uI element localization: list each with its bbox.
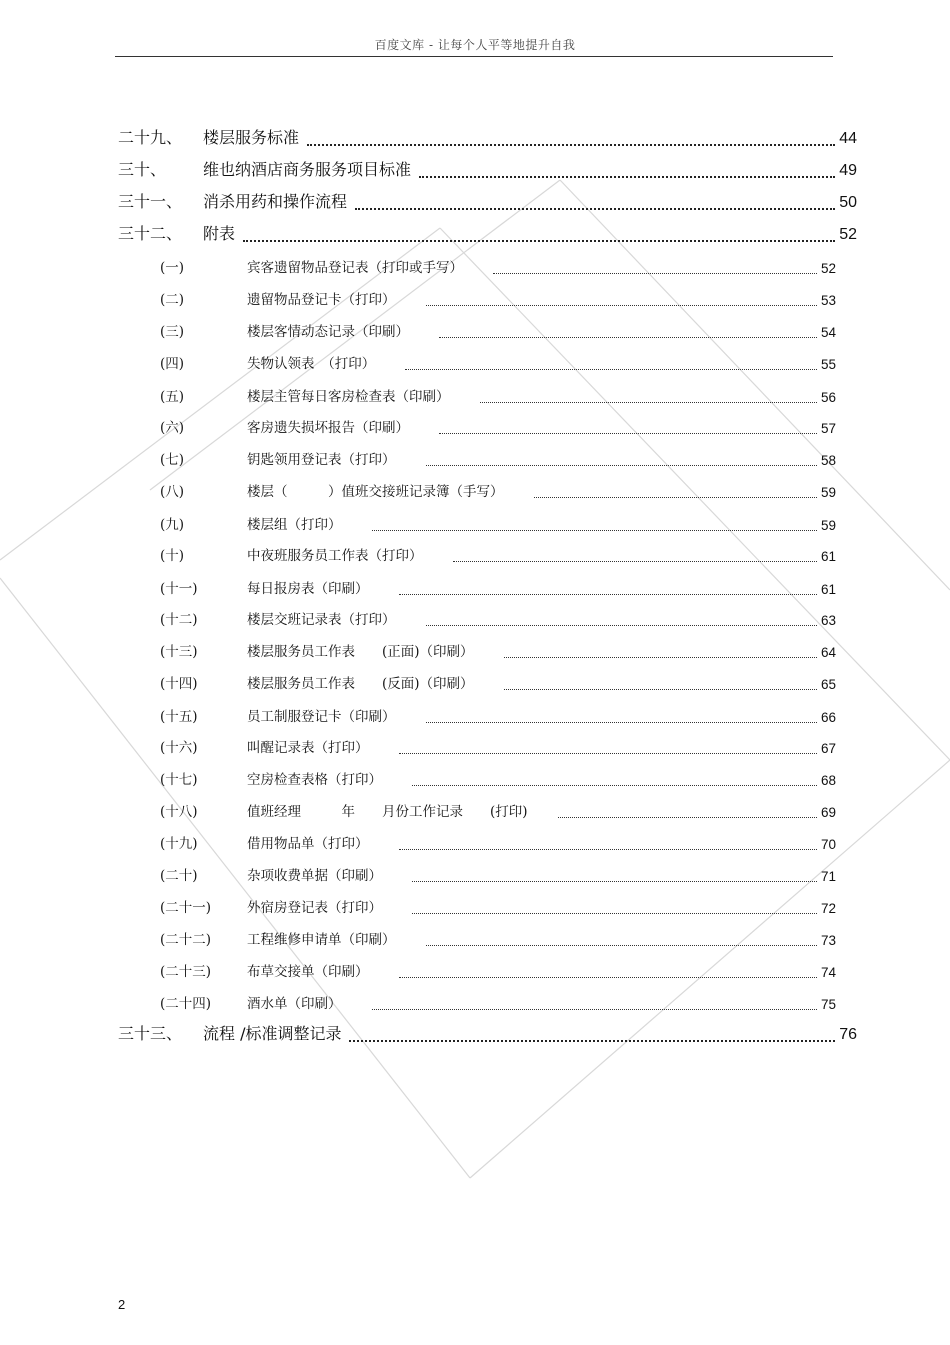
toc-dot-leader xyxy=(243,240,835,242)
toc-entry-title: 工程维修申请单（印刷） xyxy=(247,932,396,948)
toc-dot-leader xyxy=(480,402,817,403)
toc-entry-page: 54 xyxy=(820,325,836,340)
toc-dot-leader xyxy=(399,753,817,754)
toc-subentry[interactable] xyxy=(0,446,950,470)
toc-entry-title: 失物认领表 （打印） xyxy=(247,356,376,372)
toc-dot-leader xyxy=(399,594,817,595)
toc-entry-number: (十) xyxy=(160,548,185,564)
toc-subentry[interactable] xyxy=(0,286,950,310)
page-header: 百度文库 - 让每个人平等地提升自我 xyxy=(374,38,576,52)
toc-entry-page: 52 xyxy=(839,226,857,243)
toc-dot-leader xyxy=(405,369,817,370)
toc-dot-leader xyxy=(355,208,835,210)
toc-entry-page: 49 xyxy=(839,162,857,179)
toc-dot-leader xyxy=(412,913,817,914)
toc-entry-title: 维也纳酒店商务服务项目标准 xyxy=(203,160,412,179)
toc-entry-title: 楼层服务员工作表 (反面)（印刷） xyxy=(247,676,474,692)
toc-entry-title: 消杀用药和操作流程 xyxy=(203,192,348,211)
toc-entry-number: (八) xyxy=(160,484,185,500)
toc-subentry[interactable] xyxy=(0,766,950,790)
toc-dot-leader xyxy=(439,337,817,338)
toc-entry-number: (三) xyxy=(160,324,185,340)
toc-entry-title: 附表 xyxy=(203,224,236,243)
toc-entry-number: (二十二) xyxy=(160,932,212,948)
toc-entry-page: 57 xyxy=(820,421,836,436)
toc-entry-title: 楼层（ ）值班交接班记录簿（手写） xyxy=(247,484,504,500)
toc-entry-title: 楼层服务员工作表 (正面)（印刷） xyxy=(247,644,474,660)
toc-entry-page: 67 xyxy=(820,741,836,756)
toc-subentry[interactable] xyxy=(0,703,950,727)
toc-entry-number: (六) xyxy=(160,420,185,436)
toc-subentry[interactable] xyxy=(0,575,950,599)
toc-entry-page: 44 xyxy=(839,130,857,147)
toc-subentry[interactable] xyxy=(0,734,950,758)
toc-dot-leader xyxy=(399,849,817,850)
toc-entry[interactable] xyxy=(0,190,950,214)
toc-entry-title: 钥匙领用登记表（打印） xyxy=(247,452,396,468)
toc-entry[interactable] xyxy=(0,1022,950,1046)
toc-subentry[interactable] xyxy=(0,958,950,982)
toc-entry-number: (一) xyxy=(160,260,185,276)
toc-entry-title: 借用物品单（打印） xyxy=(247,836,369,852)
toc-entry-title: 外宿房登记表（打印） xyxy=(247,900,382,916)
toc-entry-number: (十六) xyxy=(160,740,198,756)
toc-entry-title: 每日报房表（印刷） xyxy=(247,581,369,597)
toc-dot-leader xyxy=(349,1040,835,1042)
toc-subentry[interactable] xyxy=(0,383,950,407)
toc-entry-page: 56 xyxy=(820,390,836,405)
toc-entry-page: 75 xyxy=(820,997,836,1012)
toc-dot-leader xyxy=(453,561,817,562)
toc-subentry[interactable] xyxy=(0,670,950,694)
toc-dot-leader xyxy=(426,465,817,466)
toc-subentry[interactable] xyxy=(0,318,950,342)
toc-entry-page: 74 xyxy=(820,965,836,980)
toc-entry-title: 宾客遗留物品登记表（打印或手写） xyxy=(247,260,463,276)
toc-entry-number: (五) xyxy=(160,389,185,405)
toc-entry-page: 58 xyxy=(820,453,836,468)
toc-entry-number: 三十、 xyxy=(118,160,167,179)
toc-subentry[interactable] xyxy=(0,798,950,822)
toc-entry-page: 53 xyxy=(820,293,836,308)
toc-entry-page: 66 xyxy=(820,710,836,725)
toc-entry-page: 69 xyxy=(820,805,836,820)
toc-entry-page: 73 xyxy=(820,933,836,948)
toc-entry-page: 59 xyxy=(820,518,836,533)
toc-entry-number: (十二) xyxy=(160,612,198,628)
toc-subentry[interactable] xyxy=(0,638,950,662)
toc-subentry[interactable] xyxy=(0,542,950,566)
toc-subentry[interactable] xyxy=(0,830,950,854)
toc-subentry[interactable] xyxy=(0,862,950,886)
toc-dot-leader xyxy=(504,657,817,658)
toc-entry-page: 61 xyxy=(820,582,836,597)
toc-entry-title: 楼层服务标准 xyxy=(203,128,300,147)
toc-entry-number: (十八) xyxy=(160,804,198,820)
toc-subentry[interactable] xyxy=(0,990,950,1014)
toc-entry-page: 59 xyxy=(820,485,836,500)
toc-entry-page: 70 xyxy=(820,837,836,852)
toc-entry-number: (二十一) xyxy=(160,900,212,916)
toc-entry[interactable] xyxy=(0,222,950,246)
toc-entry-title: 酒水单（印刷） xyxy=(247,996,342,1012)
toc-entry-title: 杂项收费单据（印刷） xyxy=(247,868,382,884)
toc-dot-leader xyxy=(534,497,817,498)
toc-entry-page: 52 xyxy=(820,261,836,276)
toc-entry-title: 遗留物品登记卡（打印） xyxy=(247,292,396,308)
toc-entry[interactable] xyxy=(0,158,950,182)
toc-entry-page: 68 xyxy=(820,773,836,788)
toc-dot-leader xyxy=(426,305,817,306)
toc-entry-title: 空房检查表格（打印） xyxy=(247,772,382,788)
toc-entry-number: (十四) xyxy=(160,676,198,692)
toc-entry-page: 55 xyxy=(820,357,836,372)
toc-dot-leader xyxy=(412,881,817,882)
toc-entry-title: 楼层组（打印） xyxy=(247,517,342,533)
toc-entry-number: (九) xyxy=(160,517,185,533)
toc-subentry[interactable] xyxy=(0,606,950,630)
toc-dot-leader xyxy=(426,945,817,946)
toc-entry-page: 71 xyxy=(820,869,836,884)
toc-entry-number: 三十二、 xyxy=(118,224,183,243)
toc-dot-leader xyxy=(412,785,817,786)
toc-entry-title: 楼层交班记录表（打印） xyxy=(247,612,396,628)
toc-entry-number: (十一) xyxy=(160,581,198,597)
toc-subentry[interactable] xyxy=(0,478,950,502)
toc-entry-number: (十五) xyxy=(160,709,198,725)
toc-entry-page: 76 xyxy=(839,1026,857,1043)
toc-entry-number: (二) xyxy=(160,292,185,308)
toc-subentry[interactable] xyxy=(0,350,950,374)
toc-subentry[interactable] xyxy=(0,414,950,438)
toc-entry-number: 三十一、 xyxy=(118,192,183,211)
toc-entry[interactable] xyxy=(0,126,950,150)
toc-entry-title: 布草交接单（印刷） xyxy=(247,964,369,980)
toc-subentry[interactable] xyxy=(0,894,950,918)
toc-dot-leader xyxy=(426,722,817,723)
toc-entry-page: 72 xyxy=(820,901,836,916)
toc-dot-leader xyxy=(504,689,817,690)
toc-entry-title: 值班经理 年 月份工作记录 (打印) xyxy=(247,804,528,820)
toc-dot-leader xyxy=(439,433,817,434)
toc-entry-number: 三十三、 xyxy=(118,1024,183,1043)
toc-entry-page: 50 xyxy=(839,194,857,211)
toc-entry-number: (四) xyxy=(160,356,185,372)
toc-entry-number: (十九) xyxy=(160,836,198,852)
toc-subentry[interactable] xyxy=(0,926,950,950)
toc-entry-title: 员工制服登记卡（印刷） xyxy=(247,709,396,725)
toc-entry-page: 64 xyxy=(820,645,836,660)
toc-dot-leader xyxy=(372,1009,817,1010)
toc-dot-leader xyxy=(399,977,817,978)
toc-subentry[interactable] xyxy=(0,254,950,278)
toc-entry-title: 流程 /标准调整记录 xyxy=(203,1024,342,1043)
toc-entry-number: (七) xyxy=(160,452,185,468)
toc-entry-number: (二十) xyxy=(160,868,198,884)
toc-dot-leader xyxy=(307,144,835,146)
toc-entry-number: (十七) xyxy=(160,772,198,788)
toc-dot-leader xyxy=(426,625,817,626)
toc-entry-page: 63 xyxy=(820,613,836,628)
toc-entry-title: 楼层主管每日客房检查表（印刷） xyxy=(247,389,450,405)
toc-subentry[interactable] xyxy=(0,511,950,535)
page-number: 2 xyxy=(118,1297,126,1312)
toc-entry-page: 61 xyxy=(820,549,836,564)
toc-entry-title: 叫醒记录表（打印） xyxy=(247,740,369,756)
toc-entry-title: 楼层客情动态记录（印刷） xyxy=(247,324,409,340)
toc-dot-leader xyxy=(493,273,817,274)
toc-entry-number: 二十九、 xyxy=(118,128,183,147)
toc-dot-leader xyxy=(558,817,817,818)
toc-dot-leader xyxy=(419,176,835,178)
toc-entry-number: (二十四) xyxy=(160,996,212,1012)
toc-entry-title: 客房遗失损坏报告（印刷） xyxy=(247,420,409,436)
toc-entry-page: 65 xyxy=(820,677,836,692)
toc-entry-number: (二十三) xyxy=(160,964,212,980)
toc-dot-leader xyxy=(372,530,817,531)
toc-entry-number: (十三) xyxy=(160,644,198,660)
toc-entry-title: 中夜班服务员工作表（打印） xyxy=(247,548,423,564)
